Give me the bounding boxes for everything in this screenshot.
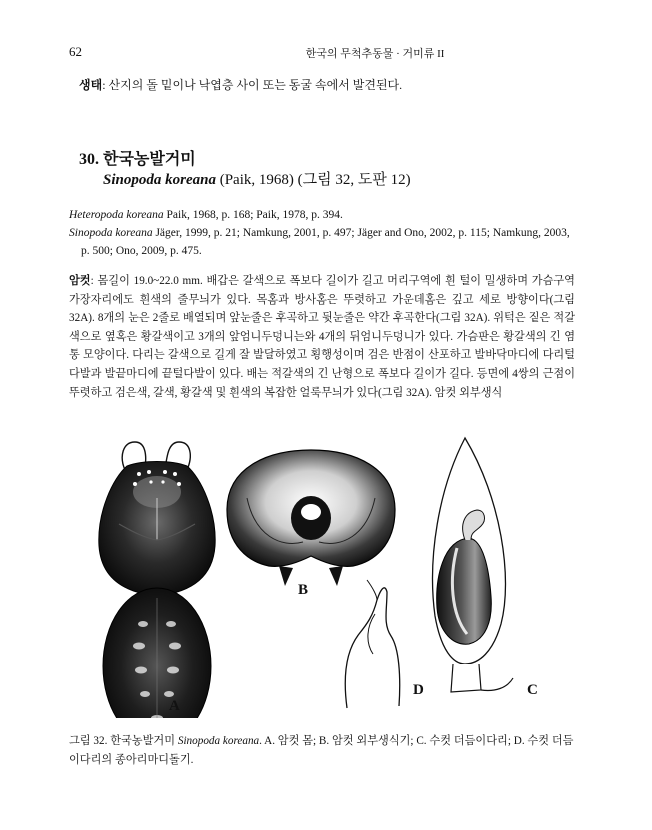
synonymy-citation: Jäger, 1999, p. 21; Namkung, 2001, p. 497; Jäger and Ono, 2002, p. 115; Namkung, 2003, p. 500; Ono, 2009, p. 475. bbox=[81, 227, 570, 257]
figure-c-palp bbox=[433, 438, 513, 692]
page-number: 62 bbox=[69, 44, 82, 59]
synonymy-genus: Sinopoda koreana bbox=[69, 227, 153, 239]
figure-label-c: C bbox=[527, 682, 538, 698]
figure-illustration bbox=[67, 428, 573, 718]
figure-32 bbox=[67, 428, 573, 718]
figure-label-d: D bbox=[413, 682, 424, 698]
description-label: 암컷 bbox=[69, 275, 91, 287]
synonymy-list bbox=[69, 206, 575, 260]
synonymy-entry bbox=[69, 224, 575, 260]
species-scientific-name: Sinopoda koreana bbox=[103, 172, 216, 188]
running-head: 한국의 무척추동물 · 거미류 II bbox=[305, 48, 445, 60]
species-subtitle bbox=[103, 168, 411, 189]
ecology-label: 생태 bbox=[79, 78, 103, 92]
ecology-paragraph bbox=[79, 76, 402, 93]
female-description bbox=[69, 272, 575, 402]
figure-a-body bbox=[99, 442, 215, 718]
caption-text: . A. 암컷 몸; B. 암컷 외부생식기; C. 수컷 더듬이다리; D. 수컷 더듬이다리의 종아리마디돌기. bbox=[69, 735, 574, 766]
figure-label-b: B bbox=[298, 582, 309, 598]
caption-scientific-name: Sinopoda koreana bbox=[177, 735, 260, 747]
species-author-ref: (Paik, 1968) (그림 32, 도판 12) bbox=[215, 172, 411, 188]
synonymy-genus: Heteropoda koreana bbox=[69, 209, 164, 221]
figure-label-a: A bbox=[169, 698, 180, 714]
synonymy-citation: Paik, 1968, p. 168; Paik, 1978, p. 394. bbox=[163, 209, 343, 221]
figure-d-tibial-apophysis bbox=[345, 580, 400, 708]
synonymy-entry bbox=[69, 206, 575, 224]
figure-caption bbox=[69, 732, 575, 769]
figure-b-epigyne bbox=[227, 450, 395, 586]
species-title: 30. 한국농발거미 bbox=[79, 151, 196, 168]
ecology-text: : 산지의 돌 밑이나 낙엽층 사이 또는 동굴 속에서 발견된다. bbox=[102, 78, 403, 92]
description-text: : 몸길이 19.0~22.0 mm. 배갑은 갈색으로 폭보다 길이가 길고 머리구역에 흰 털이 밀생하며 가슴구역 가장자리에도 흰색의 줄무늬가 있다. 목홈과 방사홈은 뚜렷하고 가운데홈은 깊고 세로 방향이다(그림 32A). 8개의 눈은 2줄로 배열되며 앞눈줄은 후곡하고 뒷눈줄은 약간 후곡한다(그림 32A). 위턱은 짙은 적갈색으로 옆혹은 황갈색이고 3개의 앞엄니두덩니는와 4개의 뒤엄니두덩니가 있다. 가슴판은 황갈색의 긴 염통 모양이다. 다리는 갈색으로 길게 잘 발달하였고 횡행성이며 검은 반점이 산포하고 발바닥마디에 다리털다발과 발끝마디에 끝털다발이 있다. 배는 적갈색의 긴 난형으로 폭보다 길이가 길다. 등면에 4쌍의 근점이 뚜렷하고 검은색, 갈색, 황갈색 및 흰색의 복잡한 얼룩무늬가 있다(그림 32A). 암컷 외부생식 bbox=[69, 275, 575, 399]
caption-prefix: 그림 32. 한국농발거미 bbox=[69, 735, 178, 747]
